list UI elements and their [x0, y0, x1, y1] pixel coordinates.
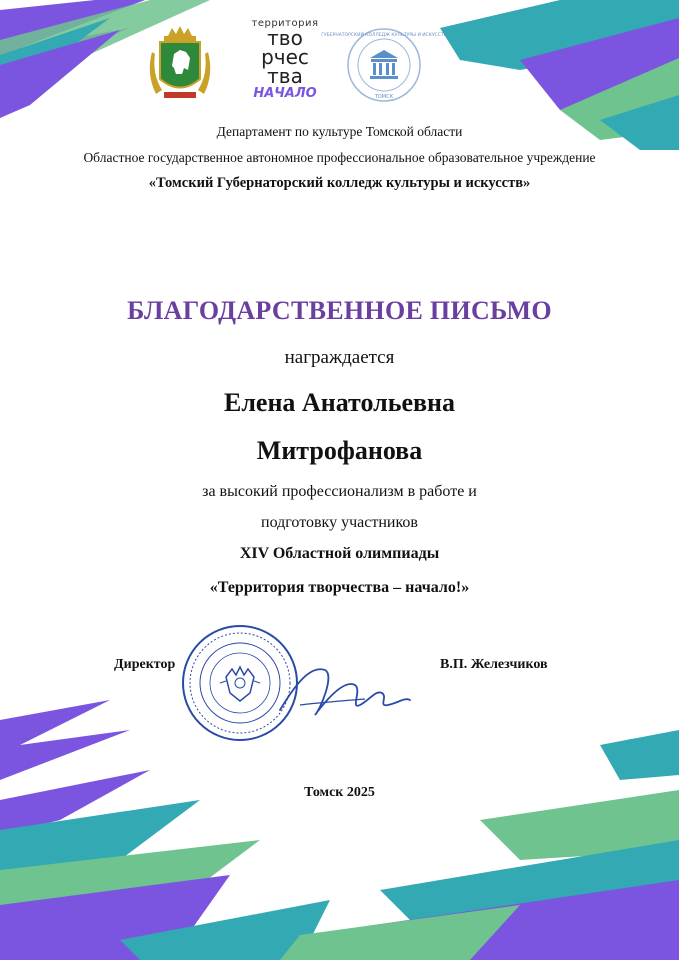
organization-name: Областное государственное автономное профессиональное образовательное учреждение	[83, 150, 596, 165]
olympiad-line-2: «Территория творчества – начало!»	[209, 579, 470, 596]
college-name: «Томский Губернаторский колледж культуры и искусств»	[148, 175, 531, 191]
logos-row	[0, 18, 679, 118]
college-seal-logo	[321, 26, 447, 104]
logo-creativity-line-1: тво	[267, 26, 303, 50]
recipient-name-line-2: Митрофанова	[256, 436, 423, 465]
certificate-title: БЛАГОДАРСТВЕННОЕ ПИСЬМО	[127, 296, 552, 325]
signer-name: В.П. Железчиков	[440, 657, 548, 672]
recipient-name-line-1: Елена Анатольевна	[223, 388, 456, 417]
reason-line-1: за высокий профессионализм в работе и	[202, 483, 477, 500]
awarded-label: награждается	[284, 347, 395, 368]
director-label: Директор	[114, 657, 176, 672]
director-signature	[270, 655, 420, 730]
territory-of-creativity-logo	[240, 18, 330, 113]
department-name: Департамент по культуре Томской области	[216, 124, 463, 139]
college-seal-arc-text: ГУБЕРНАТОРСКИЙ КОЛЛЕДЖ КУЛЬТУРЫ И ИСКУССТВ	[321, 33, 447, 38]
logo-creativity-line-3: тва	[267, 64, 303, 88]
city-year: Томск 2025	[304, 785, 375, 800]
brush-stroke-purple-bottom-left	[0, 700, 130, 780]
college-seal-city: ТОМСК	[374, 94, 394, 100]
logo-start-text: НАЧАЛО	[253, 86, 317, 101]
logo-creativity-line-2: рчес	[261, 45, 309, 69]
tomsk-coat-of-arms-logo	[150, 24, 210, 104]
logo-territory-text: территория	[251, 18, 319, 29]
brush-stroke-teal-bottom-right	[600, 730, 679, 780]
reason-line-2: подготовку участников	[261, 514, 418, 531]
olympiad-line-1: XIV Областной олимпиады	[239, 545, 440, 562]
